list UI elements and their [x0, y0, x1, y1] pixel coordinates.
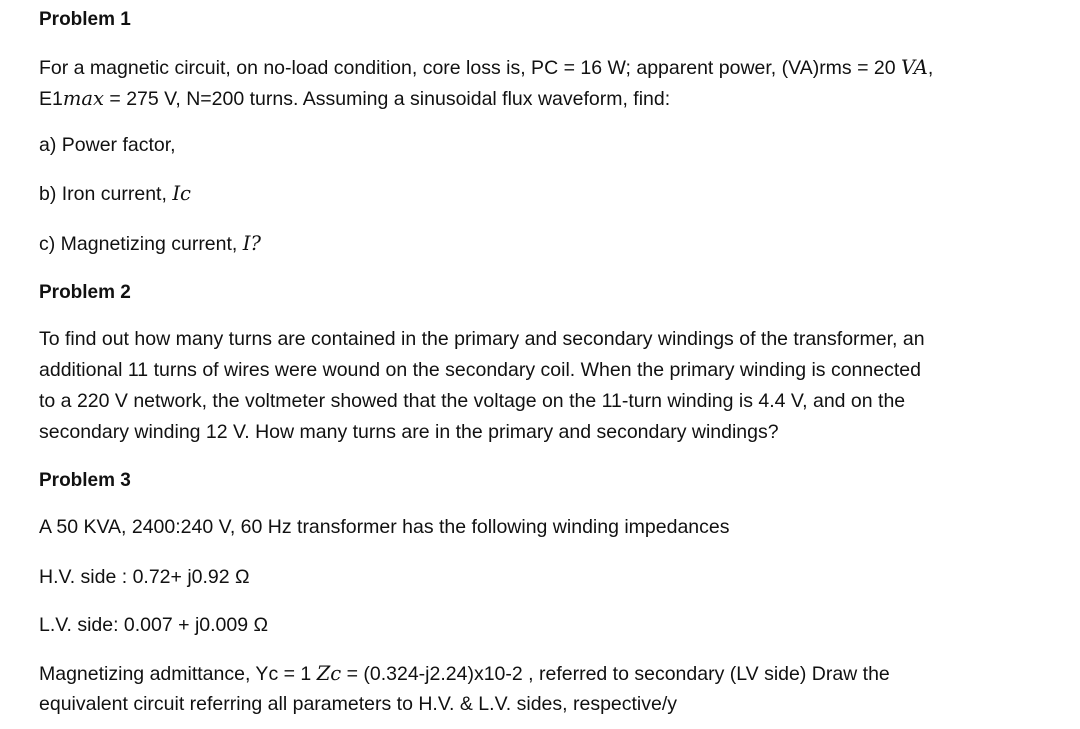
problem-1-heading: Problem 1 — [39, 9, 131, 30]
problem-1-item-a: a) Power factor, — [39, 134, 176, 156]
admittance-text: Magnetizing admittance, Yc = 1 — [39, 663, 317, 685]
problem-3-intro: A 50 KVA, 2400:240 V, 60 Hz transformer has the following winding impedances — [39, 516, 730, 538]
problem-1-item-c — [39, 228, 261, 260]
problem-2-heading: Problem 2 — [39, 282, 131, 303]
math-i: I? — [242, 232, 261, 255]
problem-1-item-b — [39, 178, 191, 210]
item-c-text: c) Magnetizing current, — [39, 233, 243, 255]
math-zc: Zc — [316, 662, 342, 685]
problem-1-text: = 275 V, N=200 turns. Assuming a sinusoidal flux waveform, find: — [103, 88, 671, 110]
admittance-text: = (0.324-j2.24)x10-2 , referred to secondary (LV side) Draw the — [341, 663, 890, 685]
problem-2-line: additional 11 turns of wires were wound on the secondary coil. When the primary winding is connected — [39, 359, 921, 381]
problem-1-text: , — [927, 57, 934, 79]
problem-3-last-line: equivalent circuit referring all parameters to H.V. & L.V. sides, respective/y — [39, 693, 678, 715]
problem-2-line: To find out how many turns are contained in the primary and secondary windings of the transformer, an — [39, 328, 925, 350]
problem-3-admittance-line — [39, 658, 890, 690]
math-ic: Ic — [172, 182, 191, 205]
problem-1-statement-line-1 — [39, 52, 933, 84]
problem-3-lv-side: L.V. side: 0.007 + j0.009 Ω — [39, 614, 269, 636]
problem-1-text: For a magnetic circuit, on no-load condition, core loss is, PC = 16 W; apparent power, (VA)rms = 20 — [39, 57, 902, 79]
problem-3-hv-side: H.V. side : 0.72+ j0.92 Ω — [39, 566, 250, 588]
math-max: max — [62, 87, 104, 110]
problem-2-line: to a 220 V network, the voltmeter showed that the voltage on the 11-turn winding is 4.4 V, and on the — [39, 390, 906, 412]
problem-1-statement-line-2 — [39, 83, 670, 115]
problem-3-heading: Problem 3 — [39, 470, 131, 491]
problem-1-text: E1 — [39, 88, 63, 110]
problem-2-line: secondary winding 12 V. How many turns are in the primary and secondary windings? — [39, 421, 779, 443]
math-va: VA — [901, 56, 928, 79]
item-b-text: b) Iron current, — [39, 183, 173, 205]
